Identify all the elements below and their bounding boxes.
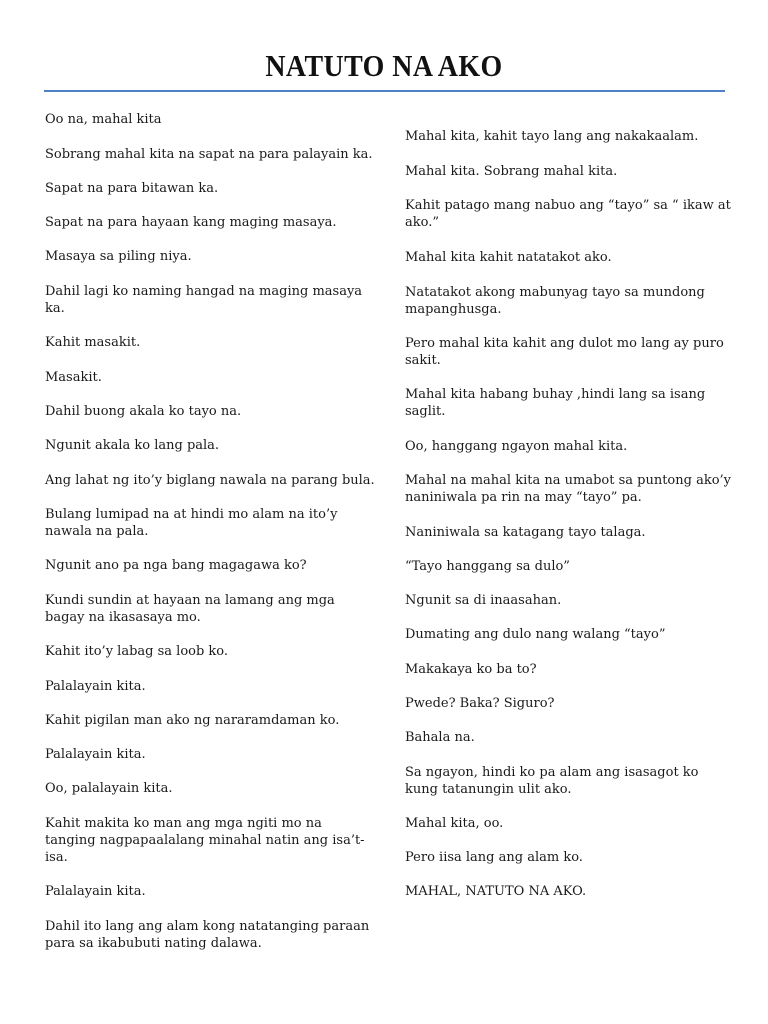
poem-line: Mahal na mahal kita na umabot sa puntong ako’y naniniwala pa rin na may “tayo” pa. <box>405 473 732 505</box>
poem-line: Sa ngayon, hindi ko pa alam ang isasagot ko kung tatanungin ulit ako. <box>405 765 699 797</box>
poem-line: Oo, hanggang ngayon mahal kita. <box>405 439 628 454</box>
poem-line: Mahal kita, oo. <box>405 816 504 831</box>
poem-line: Kahit masakit. <box>45 335 141 350</box>
poem-line: Masakit. <box>45 370 102 385</box>
poem-line: MAHAL, NATUTO NA AKO. <box>405 884 587 899</box>
poem-line: Ngunit sa di inaasahan. <box>405 593 562 608</box>
poem-line: Palalayain kita. <box>45 747 146 762</box>
poem-line: Natatakot akong mabunyag tayo sa mundong mapanghusga. <box>405 285 705 317</box>
poem-line: Dahil buong akala ko tayo na. <box>45 404 242 419</box>
poem-line: Masaya sa piling niya. <box>45 249 192 264</box>
poem-line: “Tayo hanggang sa dulo” <box>405 559 570 574</box>
title-divider <box>44 90 725 92</box>
poem-line: Bahala na. <box>405 730 475 745</box>
poem-line: Oo, palalayain kita. <box>45 781 173 796</box>
poem-line: Sapat na para bitawan ka. <box>45 181 219 196</box>
poem-line: Makakaya ko ba to? <box>405 662 537 677</box>
poem-line: Kahit makita ko man ang mga ngiti mo na tanging nagpapaalalang minahal natin ang isa’t-isa. <box>45 816 365 865</box>
poem-line: Kundi sundin at hayaan na lamang ang mga bagay na ikasasaya mo. <box>45 593 335 625</box>
poem-line: Mahal kita, kahit tayo lang ang nakakaalam. <box>405 129 699 144</box>
poem-line: Pwede? Baka? Siguro? <box>405 696 555 711</box>
poem-line: Sapat na para hayaan kang maging masaya. <box>45 215 337 230</box>
poem-line: Kahit patago mang nabuo ang “tayo” sa “ ikaw at ako.” <box>405 198 731 230</box>
poem-line: Bulang lumipad na at hindi mo alam na ito’y nawala na pala. <box>45 507 338 539</box>
poem-line: Palalayain kita. <box>45 884 146 899</box>
poem-line: Palalayain kita. <box>45 679 146 694</box>
poem-line: Pero iisa lang ang alam ko. <box>405 850 583 865</box>
poem-line: Ngunit ano pa nga bang magagawa ko? <box>45 558 307 573</box>
poem-line: Mahal kita kahit natatakot ako. <box>405 250 612 265</box>
poem-line: Naniniwala sa katagang tayo talaga. <box>405 525 646 540</box>
poem-line: Kahit ito’y labag sa loob ko. <box>45 644 229 659</box>
poem-line: Pero mahal kita kahit ang dulot mo lang ay puro sakit. <box>405 336 724 368</box>
poem-line: Ang lahat ng ito’y biglang nawala na parang bula. <box>45 473 375 488</box>
poem-line: Mahal kita habang buhay ,hindi lang sa isang saglit. <box>405 387 706 419</box>
poem-line: Sobrang mahal kita na sapat na para palayain ka. <box>45 147 373 162</box>
page-title: NATUTO NA AKO <box>265 48 503 83</box>
poem-line: Ngunit akala ko lang pala. <box>45 438 220 453</box>
poem-line: Dahil lagi ko naming hangad na maging masaya ka. <box>45 284 363 316</box>
poem-line: Kahit pigilan man ako ng nararamdaman ko. <box>45 713 340 728</box>
poem-line: Mahal kita. Sobrang mahal kita. <box>405 164 618 179</box>
poem-line: Dahil ito lang ang alam kong natatanging paraan para sa ikabubuti nating dalawa. <box>45 919 370 951</box>
poem-line: Dumating ang dulo nang walang “tayo” <box>405 627 666 642</box>
poem-line: Oo na, mahal kita <box>45 112 162 127</box>
